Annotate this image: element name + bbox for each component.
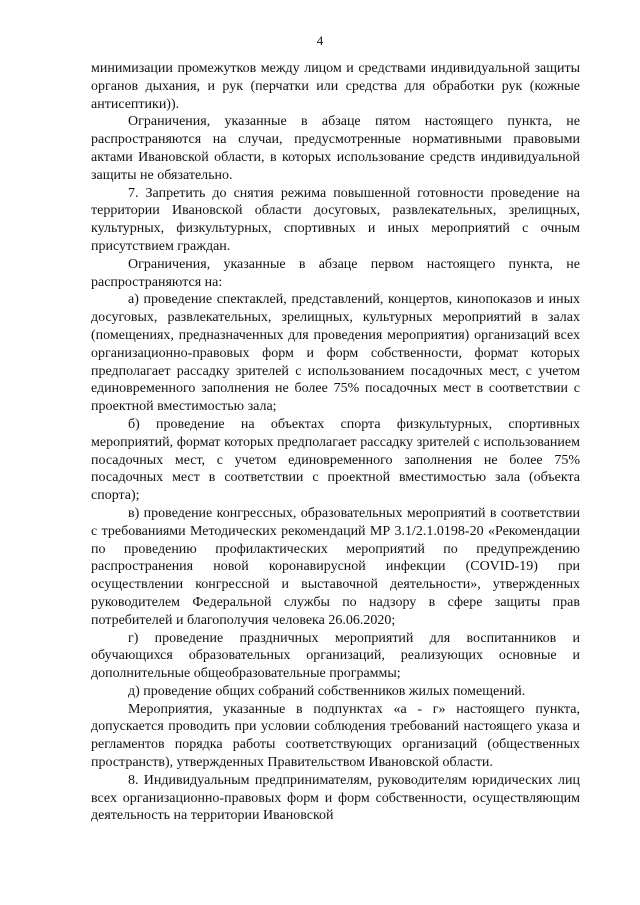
paragraph-1: минимизации промежутков между лицом и средствами индивидуальной защиты органов дыхания, и рук (перчатки или средства для обработки рук (кожные антисептики)). — [91, 61, 580, 112]
document-body — [91, 60, 580, 825]
paragraph-6: б) проведение на объектах спорта физкультурных, спортивных мероприятий, формат которых предполагает рассадку зрителей с использованием посадочных мест, с учетом единовременного заполнения не более 75% посадочных мест в соответствии с проектной вместимостью зала (объекта спорта); — [91, 416, 580, 504]
paragraph-7: в) проведение конгрессных, образовательных мероприятий в соответствии с требованиями Методических рекомендаций МР 3.1/2.1.0198-20 «Рекомендации по проведению профилактических мероприятий по предупреждению распространения новой коронавирусной инфекции (COVID-19) при осуществлении конгрессной и выставочной деятельности», утвержденных руководителем Федеральной службы по надзору в сфере защиты прав потребителей и благополучия человека 26.06.2020; — [91, 505, 580, 628]
paragraph-2: Ограничения, указанные в абзаце пятом настоящего пункта, не распространяются на случаи, предусмотренные нормативными правовыми актами Ивановской области, в которых использование средств индивидуальной защиты не обязательно. — [91, 114, 580, 183]
paragraph-4: Ограничения, указанные в абзаце первом настоящего пункта, не распространяются на: — [91, 256, 580, 290]
paragraph-9: д) проведение общих собраний собственников жилых помещений. — [128, 683, 526, 699]
paragraph-10: Мероприятия, указанные в подпунктах «а - г» настоящего пункта, допускается проводить при условии соблюдения требований настоящего указа и регламентов порядка работы соответствующих организаций (общественных пространств), утвержденных Правительством Ивановской области. — [91, 701, 580, 771]
paragraph-3: 7. Запретить до снятия режима повышенной готовности проведение на территории Ивановской области досуговых, развлекательных, зрелищных, культурных, физкультурных, спортивных и иных мероприятий с очным присутствием граждан. — [91, 185, 580, 254]
page-number: 4 — [316, 33, 324, 48]
paragraph-11: 8. Индивидуальным предпринимателям, руководителям юридических лиц всех организационно-правовых форм и форм собственности, осуществляющим деятельность на территории Ивановской — [91, 772, 580, 824]
paragraph-5: а) проведение спектаклей, представлений, концертов, кинопоказов и иных досуговых, развлекательных, зрелищных, культурных мероприятий в залах (помещениях, предназначенных для проведения мероприятия) организаций всех организационно-правовых форм и форм собственности, формат которых предполагает рассадку зрителей с использованием посадочных мест, с учетом единовременного заполнения не более 75% посадочных мест в соответствии с проектной вместимостью зала; — [91, 292, 580, 415]
paragraph-8: г) проведение праздничных мероприятий для воспитанников и обучающихся образовательных организаций, реализующих основные и дополнительные общеобразовательные программы; — [91, 630, 580, 682]
